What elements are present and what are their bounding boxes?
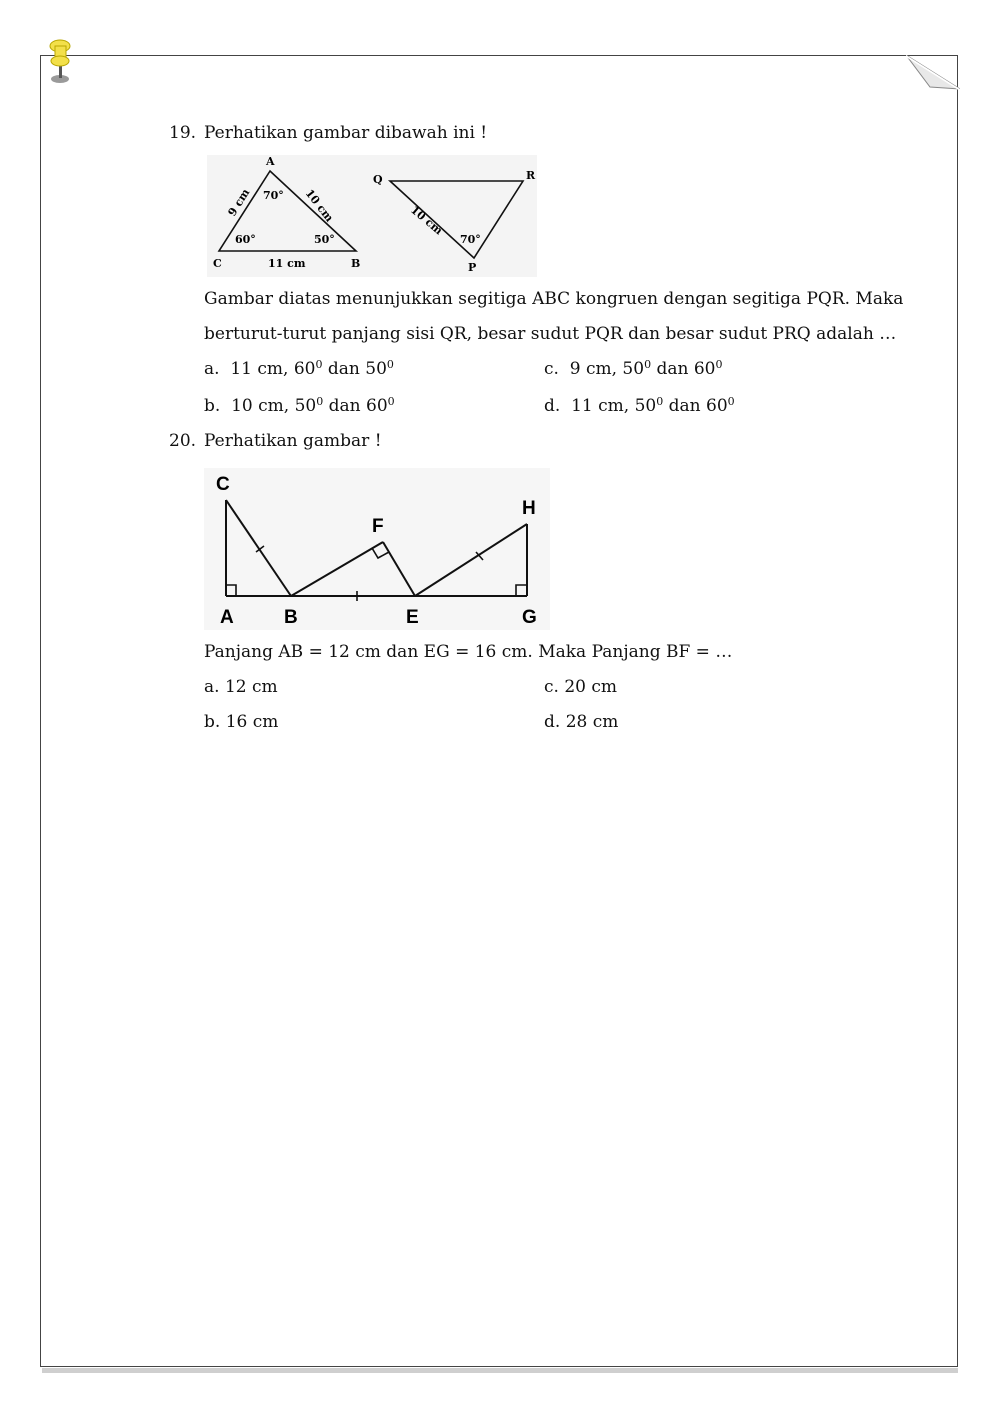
side-CB-label: 11 cm [268,257,306,270]
angle-C: 60° [235,233,256,246]
side-CA-label: 9 cm [225,186,253,219]
q20-option-a[interactable]: a. 12 cm [204,677,278,697]
angle-A: 70° [263,189,284,202]
vertex-B: B [284,607,298,628]
q20-figure [204,468,550,630]
q19-option-b[interactable]: b. 10 cm, $50^0$ dan $60^0$ [204,395,395,416]
q19-option-c[interactable]: c. 9 cm, $50^0$ dan $60^0$ [544,358,723,379]
q20-text: Panjang AB = 12 cm dan EG = 16 cm. Maka Panjang BF = … [204,642,733,662]
vertex-G: G [522,607,537,628]
q20-option-d[interactable]: d. 28 cm [544,712,619,732]
vertex-Q: Q [373,173,383,186]
q20-number: 20. [169,431,197,451]
q20-option-b[interactable]: b. 16 cm [204,712,279,732]
vertex-F: F [372,516,384,537]
q20-prompt: Perhatikan gambar ! [204,431,382,451]
q19-figure-triangles [207,155,537,277]
push-pin-icon [44,38,78,88]
vertex-C: C [213,257,222,270]
vertex-C: C [216,474,230,495]
q19-prompt: Perhatikan gambar dibawah ini ! [204,123,488,143]
q19-option-a[interactable]: a. 11 cm, $60^0$ dan $50^0$ [204,358,394,379]
vertex-H: H [522,498,536,519]
q19-number: 19. [169,123,197,143]
side-PQ-label: 10 cm [408,203,446,238]
q19-text-line1: Gambar diatas menunjukkan segitiga ABC kongruen dengan segitiga PQR. Maka [204,289,904,309]
vertex-A: A [220,607,234,628]
side-AB-label: 10 cm [302,186,336,225]
page-curl-icon [906,55,960,91]
vertex-P: P [468,261,477,274]
angle-P: 70° [460,233,481,246]
vertex-E: E [406,607,419,628]
q19-option-d[interactable]: d. 11 cm, $50^0$ dan $60^0$ [544,395,735,416]
q19-text-line2: berturut-turut panjang sisi QR, besar sudut PQR dan besar sudut PRQ adalah … [204,324,897,344]
page-shadow [42,1368,958,1373]
vertex-B: B [351,257,361,270]
q20-option-c[interactable]: c. 20 cm [544,677,618,697]
vertex-A: A [266,155,275,168]
vertex-R: R [526,169,536,182]
angle-B: 50° [314,233,335,246]
